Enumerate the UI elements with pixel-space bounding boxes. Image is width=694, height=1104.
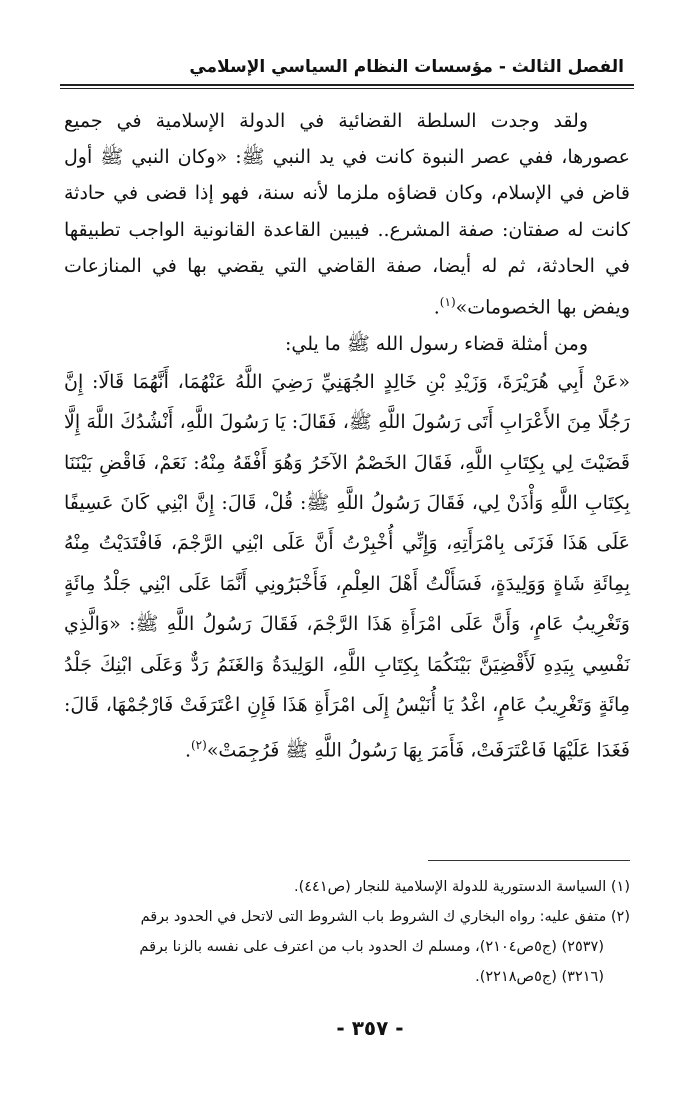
paragraph-judicial-authority: ولقد وجدت السلطة القضائية في الدولة الإسلامية في جميع عصورها، ففي عصر النبوة كانت في يد النبي ﷺ: «وكان النبي ﷺ أول قاض في الإسلام، وكان قضاؤه ملزما لأنه سنة، فهو إذا قضى في حادثة كانت له صفتان: صفة المشرع.. فيبين القاعدة القانونية الواجب تطبيقها في الحادثة، ثم له أيضا، صفة القاضي التي يقضي بها في المنازعات ويفض بها الخصومات»$^{(١)}$.: [64, 110, 630, 319]
footnote-2-line-2: (٢٥٣٧) (ج٥ص٢١٠٤)، ومسلم ك الحدود باب من اعترف على نفسه بالزنا برقم: [139, 939, 604, 955]
paragraph-text: ولقد وجدت السلطة القضائية في الدولة الإسلامية في جميع عصورها، ففي عصر النبوة كانت في يد النبي ﷺ: «وكان النبي ﷺ أول قاض في الإسلام، وكان قضاؤه ملزما لأنه سنة، فهو إذا قضى في حادثة كانت له صفتان: صفة المشرع.. فيبين القاعدة القانونية الواجب تطبيقها في الحادثة، ثم له أيضا، صفة القاضي التي يقضي بها في المنازعات ويفض بها الخصومات»: [64, 110, 630, 319]
paragraph-examples-intro: ومن أمثلة قضاء رسول الله ﷺ ما يلي:: [284, 332, 588, 355]
running-header: الفصل الثالث - مؤسسات النظام السياسي الإسلامي: [189, 57, 624, 77]
hadith-text: «عَنْ أَبِي هُرَيْرَةَ، وَزَيْدِ بْنِ خَالِدٍ الجُهَنِيِّ رَضِيَ اللَّهُ عَنْهُمَا، أَنَّهُمَا قَالَا: إِنَّ رَجُلًا مِنَ الأَعْرَابِ أَتَى رَسُولَ اللَّهِ ﷺ، فَقَالَ: يَا رَسُولَ اللَّهِ، أَنْشُدُكَ اللَّهَ إِلَّا قَضَيْتَ لِي بِكِتَابِ اللَّهِ، فَقَالَ الخَصْمُ الآخَرُ وَهُوَ أَفْقَهُ مِنْهُ: نَعَمْ، فَاقْضِ بَيْنَنَا بِكِتَابِ اللَّهِ وَأْذَنْ لِي، فَقَالَ رَسُولُ اللَّهِ ﷺ: قُلْ، قَالَ: إِنَّ ابْنِي كَانَ عَسِيفًا عَلَى هَذَا فَزَنَى بِامْرَأَتِهِ، وَإِنِّي أُخْبِرْتُ أَنَّ عَلَى ابْنِي الرَّجْمَ، فَافْتَدَيْتُ مِنْهُ بِمِائَةِ شَاةٍ وَوَلِيدَةٍ، فَسَأَلْتُ أَهْلَ العِلْمِ، فَأَخْبَرُونِي أَنَّمَا عَلَى ابْنِي جَلْدُ مِائَةٍ وَتَغْرِيبُ عَامٍ، وَأَنَّ عَلَى امْرَأَةِ هَذَا الرَّجْمَ، فَقَالَ رَسُولُ اللَّهِ ﷺ: «وَالَّذِي نَفْسِي بِيَدِهِ لَأَقْضِيَنَّ بَيْنَكُمَا بِكِتَابِ اللَّهِ، الوَلِيدَةُ وَالغَنَمُ رَدٌّ وَعَلَى ابْنِكَ جَلْدُ مِائَةٍ وَتَغْرِيبُ عَامٍ، اغْدُ يَا أُنَيْسُ إِلَى امْرَأَةِ هَذَا فَإِنِ اعْتَرَفَتْ فَارْجُمْهَا، قَالَ: فَغَدَا عَلَيْهَا فَاعْتَرَفَتْ، فَأَمَرَ بِهَا رَسُولُ اللَّهِ ﷺ فَرُجِمَتْ»: [64, 370, 630, 762]
main-text: [64, 103, 630, 771]
page-number: - ٣٥٧ -: [336, 1016, 404, 1040]
footnote-separator: [428, 860, 630, 861]
footnote-ref-1: (١): [439, 295, 456, 310]
header-rule: [60, 84, 634, 89]
footnote-2-line-3: (٣٢١٦) (ج٥ص٢٢١٨).: [475, 969, 604, 985]
footnote-2-line-1: (٢) متفق عليه: رواه البخاري ك الشروط باب الشروط التى لاتحل في الحدود برقم: [140, 909, 630, 925]
footnote-ref-2: (٢): [190, 738, 207, 753]
hadith-quote: «عَنْ أَبِي هُرَيْرَةَ، وَزَيْدِ بْنِ خَالِدٍ الجُهَنِيِّ رَضِيَ اللَّهُ عَنْهُمَا، أَنَّهُمَا قَالَا: إِنَّ رَجُلًا مِنَ الأَعْرَابِ أَتَى رَسُولَ اللَّهِ ﷺ، فَقَالَ: يَا رَسُولَ اللَّهِ، أَنْشُدُكَ اللَّهَ إِلَّا قَضَيْتَ لِي بِكِتَابِ اللَّهِ، فَقَالَ الخَصْمُ الآخَرُ وَهُوَ أَفْقَهُ مِنْهُ: نَعَمْ، فَاقْضِ بَيْنَنَا بِكِتَابِ اللَّهِ وَأْذَنْ لِي، فَقَالَ رَسُولُ اللَّهِ ﷺ: قُلْ، قَالَ: إِنَّ ابْنِي كَانَ عَسِيفًا عَلَى هَذَا فَزَنَى بِامْرَأَتِهِ، وَإِنِّي أُخْبِرْتُ أَنَّ عَلَى ابْنِي الرَّجْمَ، فَافْتَدَيْتُ مِنْهُ بِمِائَةِ شَاةٍ وَوَلِيدَةٍ، فَسَأَلْتُ أَهْلَ العِلْمِ، فَأَخْبَرُونِي أَنَّمَا عَلَى ابْنِي جَلْدُ مِائَةٍ وَتَغْرِيبُ عَامٍ، وَأَنَّ عَلَى امْرَأَةِ هَذَا الرَّجْمَ، فَقَالَ رَسُولُ اللَّهِ ﷺ: «وَالَّذِي نَفْسِي بِيَدِهِ لَأَقْضِيَنَّ بَيْنَكُمَا بِكِتَابِ اللَّهِ، الوَلِيدَةُ وَالغَنَمُ رَدٌّ وَعَلَى ابْنِكَ جَلْدُ مِائَةٍ وَتَغْرِيبُ عَامٍ، اغْدُ يَا أُنَيْسُ إِلَى امْرَأَةِ هَذَا فَإِنِ اعْتَرَفَتْ فَارْجُمْهَا، قَالَ: فَغَدَا عَلَيْهَا فَاعْتَرَفَتْ، فَأَمَرَ بِهَا رَسُولُ اللَّهِ ﷺ فَرُجِمَتْ»$^{(٢)}$.: [64, 370, 630, 762]
footnotes: [64, 872, 630, 992]
footnote-1: (١) السياسة الدستورية للدولة الإسلامية للنجار (ص٤٤١).: [293, 879, 630, 895]
